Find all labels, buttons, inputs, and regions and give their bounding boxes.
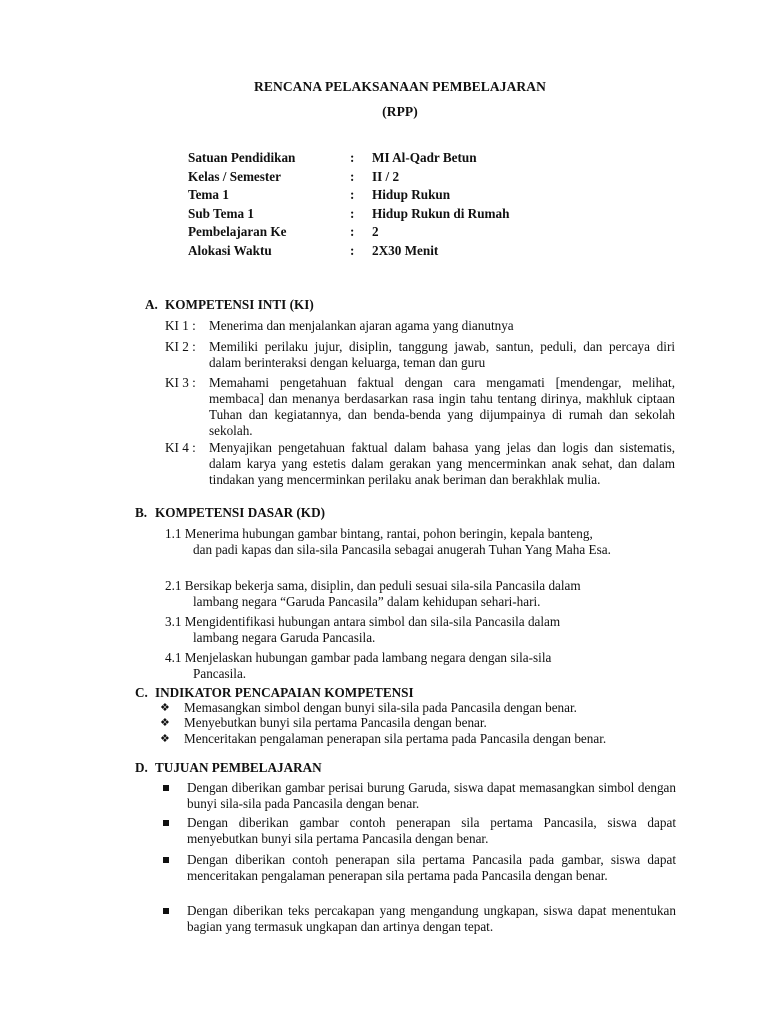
ki-item: [165, 440, 675, 488]
kd-item: [165, 526, 675, 558]
identity-colon: :: [350, 187, 355, 202]
kd-first-line: 1.1 Menerima hubungan gambar bintang, rantai, pohon beringin, kepala banteng,: [165, 526, 593, 541]
objective-item: [160, 780, 676, 812]
section-title: TUJUAN PEMBELAJARAN: [155, 760, 322, 775]
kd-first-line: 4.1 Menjelaskan hubungan gambar pada lambang negara dengan sila-sila: [165, 650, 552, 665]
objective-item: [160, 852, 676, 884]
kd-first-line: 3.1 Mengidentifikasi hubungan antara simbol dan sila-sila Pancasila dalam: [165, 614, 561, 629]
diamond-bullet-icon: ❖: [160, 717, 170, 729]
identity-label: Kelas / Semester: [188, 168, 282, 184]
indicator-item: [160, 731, 676, 747]
ki-text: Menerima dan menjalankan ajaran agama yang dianutnya: [209, 318, 514, 333]
ki-item: [165, 339, 675, 371]
identity-table: [188, 150, 509, 261]
identity-row: [188, 150, 509, 169]
document-title: RENCANA PELAKSANAAN PEMBELAJARAN: [254, 79, 546, 94]
square-bullet-icon: [163, 857, 169, 863]
indicator-item: [160, 700, 676, 716]
section-c-heading: [135, 685, 414, 701]
identity-colon: :: [350, 224, 355, 239]
document-subtitle: (RPP): [382, 104, 418, 119]
section-title: KOMPETENSI INTI (KI): [165, 297, 314, 312]
identity-colon: :: [350, 150, 355, 165]
identity-value: MI Al-Qadr Betun: [372, 150, 477, 165]
identity-label: Tema 1: [188, 187, 229, 202]
square-bullet-icon: [163, 820, 169, 826]
objective-text: Dengan diberikan gambar perisai burung Garuda, siswa dapat memasangkan simbol dengan bunyi sila-sila pada Pancasila dengan benar.: [187, 780, 676, 811]
diamond-bullet-icon: ❖: [160, 702, 170, 714]
objective-text: Dengan diberikan teks percakapan yang mengandung ungkapan, siswa dapat menentukan bagian yang termasuk ungkapan dan artinya dengan tepat.: [187, 903, 676, 934]
identity-value: Hidup Rukun di Rumah: [372, 205, 510, 221]
section-title: INDIKATOR PENCAPAIAN KOMPETENSI: [155, 685, 414, 700]
section-letter: D.: [135, 760, 148, 775]
ki-item: [165, 318, 675, 334]
section-a-heading: [145, 297, 314, 313]
kd-continuation: Pancasila.: [193, 666, 247, 681]
identity-value: 2X30 Menit: [372, 242, 439, 258]
indicator-text: Menyebutkan bunyi sila pertama Pancasila dengan benar.: [184, 715, 487, 730]
identity-colon: :: [350, 205, 355, 221]
identity-row: [188, 169, 509, 188]
section-d-heading: [135, 760, 322, 776]
identity-colon: :: [350, 242, 355, 258]
kd-item: [165, 578, 675, 610]
ki-item: [165, 375, 675, 439]
section-b-heading: [135, 505, 325, 521]
section-letter: C.: [135, 685, 148, 700]
objective-text: Dengan diberikan contoh penerapan sila pertama Pancasila pada gambar, siswa dapat menceritakan pengalaman penerapan sila pertama pada Pancasila dengan benar.: [187, 852, 676, 883]
objective-item: [160, 903, 676, 935]
ki-code: KI 3 :: [165, 375, 196, 390]
ki-text: Memiliki perilaku jujur, disiplin, tanggung jawab, santun, peduli, dan percaya diri dalam berinteraksi dengan keluarga, teman dan guru: [209, 339, 675, 370]
indicator-text: Memasangkan simbol dengan bunyi sila-sila pada Pancasila dengan benar.: [184, 700, 577, 715]
identity-row: [188, 206, 509, 225]
section-letter: A.: [145, 297, 158, 312]
identity-row: [188, 187, 509, 206]
square-bullet-icon: [163, 908, 169, 914]
identity-row: [188, 243, 509, 262]
kd-continuation: lambang negara Garuda Pancasila.: [193, 630, 376, 645]
identity-colon: :: [350, 168, 355, 184]
indicator-item: [160, 715, 676, 731]
identity-label: Pembelajaran Ke: [188, 224, 287, 239]
ki-text: Memahami pengetahuan faktual dengan cara mengamati [mendengar, melihat, membaca] dan menanya berdasarkan rasa ingin tahu tentang dirinya, makhluk ciptaan Tuhan dan kegiatannya, dan benda-benda yang dijumpainya di rumah dan sekolah sekolah.: [209, 375, 675, 438]
kd-first-line: 2.1 Bersikap bekerja sama, disiplin, dan peduli sesuai sila-sila Pancasila dalam: [165, 578, 581, 593]
objective-item: [160, 815, 676, 847]
diamond-bullet-icon: ❖: [160, 733, 170, 745]
kd-continuation: dan padi kapas dan sila-sila Pancasila sebagai anugerah Tuhan Yang Maha Esa.: [193, 542, 611, 557]
kd-continuation: lambang negara “Garuda Pancasila” dalam kehidupan sehari-hari.: [193, 594, 541, 609]
identity-value: II / 2: [372, 168, 400, 184]
section-title: KOMPETENSI DASAR (KD): [155, 505, 325, 520]
objective-text: Dengan diberikan gambar contoh penerapan sila pertama Pancasila, siswa dapat menyebutkan bunyi sila pertama Pancasila dengan benar.: [187, 815, 676, 846]
identity-label: Satuan Pendidikan: [188, 150, 296, 165]
identity-row: [188, 224, 509, 243]
ki-code: KI 4 :: [165, 440, 196, 455]
ki-code: KI 2 :: [165, 339, 196, 354]
identity-label: Sub Tema 1: [188, 205, 254, 221]
identity-value: 2: [372, 224, 379, 239]
kd-item: [165, 614, 675, 646]
identity-label: Alokasi Waktu: [188, 242, 272, 258]
ki-text: Menyajikan pengetahuan faktual dalam bahasa yang jelas dan logis dan sistematis, dalam karya yang estetis dalam gerakan yang mencerminkan anak sehat, dan dalam tindakan yang mencerminkan perilaku anak beriman dan berakhlak mulia.: [209, 440, 675, 487]
kd-item: [165, 650, 675, 682]
ki-code: KI 1 :: [165, 318, 196, 333]
square-bullet-icon: [163, 785, 169, 791]
indicator-text: Menceritakan pengalaman penerapan sila pertama pada Pancasila dengan benar.: [184, 731, 607, 746]
section-letter: B.: [135, 505, 148, 520]
identity-value: Hidup Rukun: [372, 187, 451, 202]
